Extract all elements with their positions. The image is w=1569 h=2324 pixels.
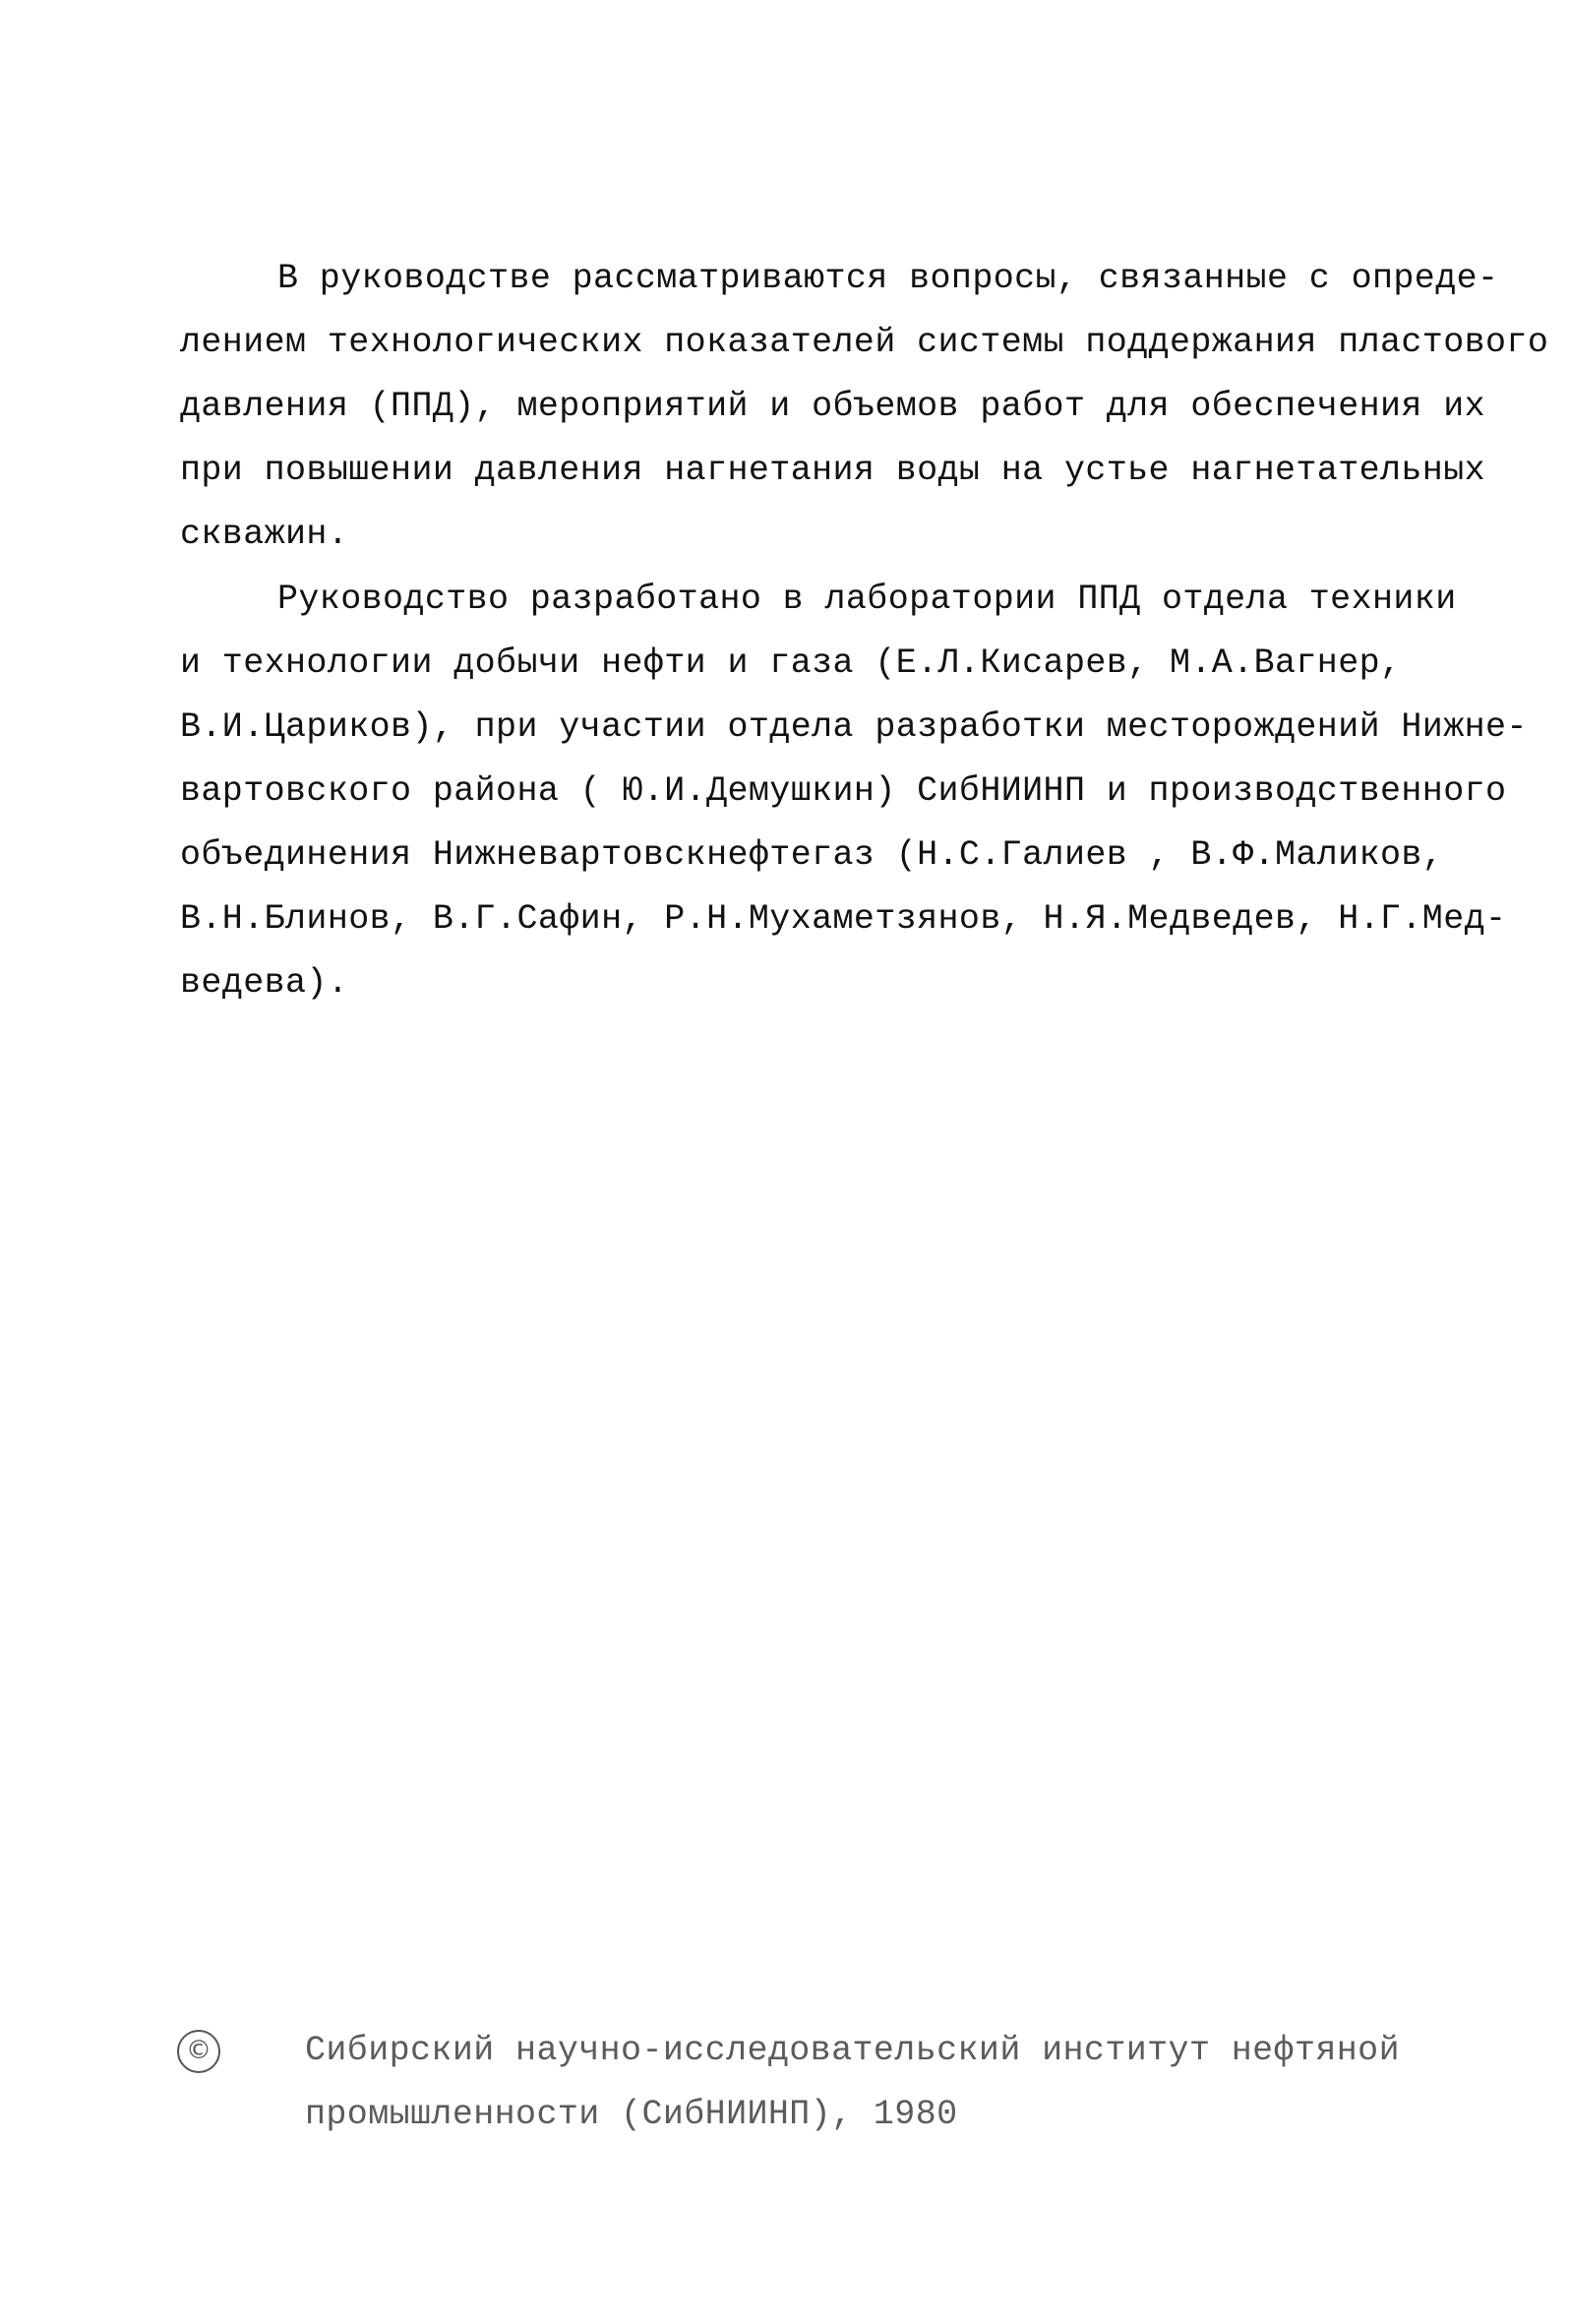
paragraph2-line-7: ведева). <box>180 963 349 1003</box>
paragraph2-line-1: Руководство разработано в лаборатории ППД отдела техники <box>277 580 1457 619</box>
copyright-line-1: Сибирский научно-исследовательский институт нефтяной <box>305 2031 1400 2070</box>
copyright-icon: © <box>177 2030 220 2073</box>
paragraph2-line-2: и технологии добычи нефти и газа (Е.Л.Кисарев, М.А.Вагнер, <box>180 643 1402 683</box>
paragraph2-line-6: В.Н.Блинов, В.Г.Сафин, Р.Н.Мухаметзянов, Н.Я.Медведев, Н.Г.Мед- <box>180 899 1507 939</box>
paragraph2-line-3: В.И.Цариков), при участии отдела разработки месторождений Нижне- <box>180 707 1528 747</box>
paragraph2-line-5: объединения Нижневартовскнефтегаз (Н.С.Галиев , В.Ф.Маликов, <box>180 835 1444 875</box>
paragraph1-line-1: В руководстве рассматриваются вопросы, связанные с опреде- <box>277 259 1499 298</box>
paragraph1-line-4: при повышении давления нагнетания воды на устье нагнетательных <box>180 451 1486 490</box>
paragraph2-line-4: вартовского района ( Ю.И.Демушкин) СибНИИНП и производственного <box>180 771 1507 811</box>
paragraph1-line-2: лением технологических показателей системы поддержания пластового <box>180 323 1549 362</box>
copyright-line-2: промышленности (СибНИИНП), 1980 <box>305 2095 958 2134</box>
paragraph1-line-3: давления (ППД), мероприятий и объемов работ для обеспечения их <box>180 387 1486 426</box>
paragraph1-line-5: скважин. <box>180 515 349 554</box>
